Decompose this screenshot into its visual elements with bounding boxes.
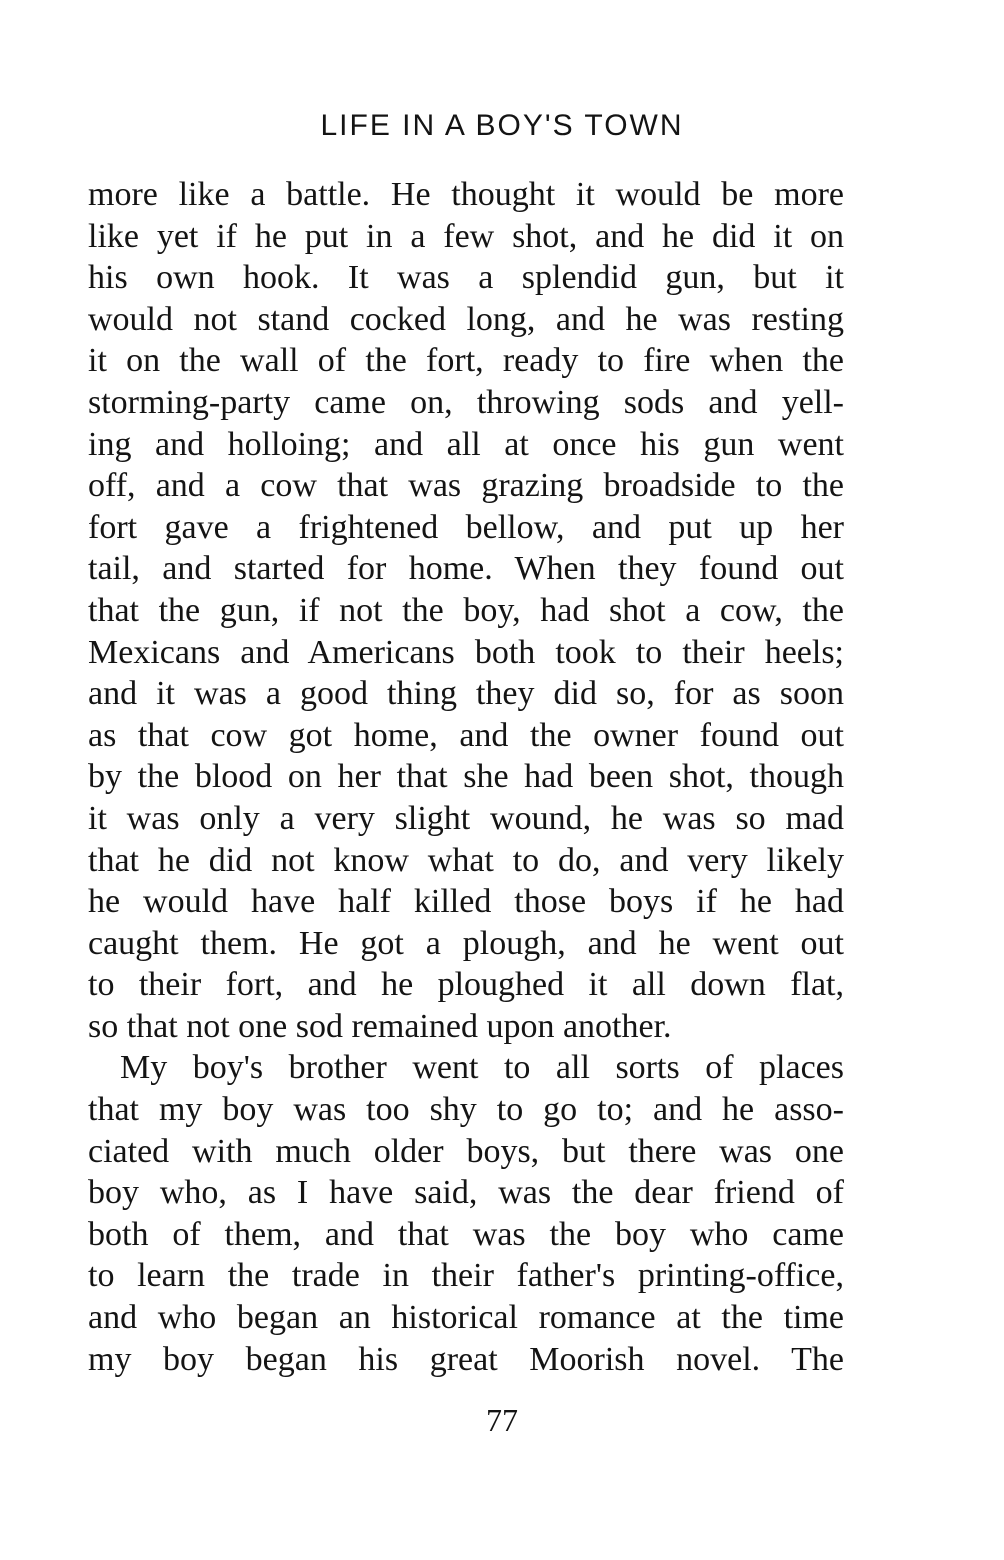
text-line: ing and holloing; and all at once his gun went [88, 425, 844, 463]
text-line-paragraph-start: My boy's brother went to all sorts of places [120, 1049, 844, 1087]
text-line: to their fort, and he ploughed it all down flat, [88, 966, 844, 1004]
text-line: caught them. He got a plough, and he went out [88, 924, 844, 962]
text-line: off, and a cow that was grazing broadside to the [88, 467, 844, 505]
text-line: as that cow got home, and the owner found out [88, 716, 844, 754]
text-line: by the blood on her that she had been shot, though [88, 758, 844, 796]
text-line: tail, and started for home. When they found out [88, 550, 844, 588]
text-line: ciated with much older boys, but there was one [88, 1132, 844, 1170]
running-head: LIFE IN A BOY'S TOWN [320, 109, 684, 142]
text-line: his own hook. It was a splendid gun, but it [88, 259, 844, 297]
text-line: Mexicans and Americans both took to their heels; [88, 633, 844, 671]
text-line: it was only a very slight wound, he was so mad [88, 799, 844, 837]
text-line: to learn the trade in their father's printing-office, [88, 1257, 844, 1295]
text-line: that he did not know what to do, and very likely [88, 841, 844, 879]
page-number: 77 [486, 1402, 518, 1438]
text-line: and who began an historical romance at the time [88, 1299, 844, 1337]
text-line: fort gave a frightened bellow, and put up her [88, 508, 844, 546]
text-line: it on the wall of the fort, ready to fire when the [88, 342, 844, 380]
text-line: so that not one sod remained upon another. [88, 1007, 672, 1045]
text-line: more like a battle. He thought it would be more [88, 176, 844, 213]
body-text [88, 174, 844, 1380]
text-line: that my boy was too shy to go to; and he asso- [88, 1091, 844, 1129]
text-line: and it was a good thing they did so, for as soon [88, 675, 844, 713]
text-line: my boy began his great Moorish novel. The [88, 1340, 844, 1378]
text-line: he would have half killed those boys if he had [88, 883, 844, 921]
text-line: storming-party came on, throwing sods and yell- [88, 383, 844, 421]
text-line: that the gun, if not the boy, had shot a cow, the [88, 591, 844, 629]
text-line: would not stand cocked long, and he was resting [88, 300, 844, 338]
text-line: boy who, as I have said, was the dear friend of [88, 1174, 844, 1212]
text-line: like yet if he put in a few shot, and he did it on [88, 217, 844, 255]
text-line: both of them, and that was the boy who came [88, 1215, 844, 1253]
